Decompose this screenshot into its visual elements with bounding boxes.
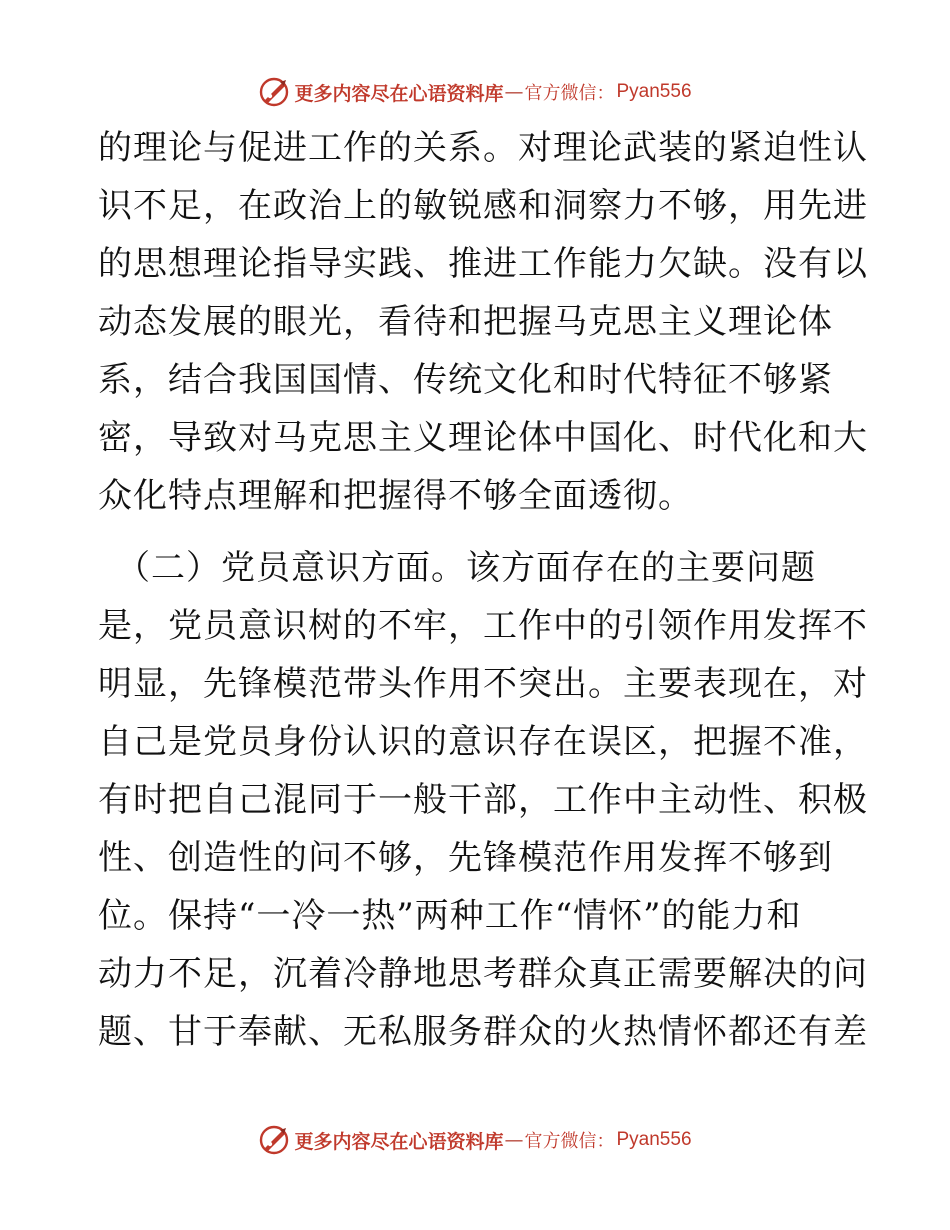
body-line: 自己是党员身份认识的意识存在误区，把握不准， [98, 722, 868, 762]
body-line: 众化特点理解和把握得不够全面透彻。 [98, 476, 693, 516]
footer-site-text: 更多内容尽在心语资料库 [294, 1130, 504, 1153]
body-line: 性、创造性的问不够，先锋模范作用发挥不够到 [98, 838, 833, 878]
header-dash: — [504, 81, 524, 103]
body-line: 系，结合我国国情、传统文化和时代特征不够紧 [98, 360, 833, 400]
header-official-text: 官方微信： [524, 83, 615, 104]
body-line: 是，党员意识树的不牢，工作中的引领作用发挥不 [98, 606, 868, 646]
body-line: 动态发展的眼光，看待和把握马克思主义理论体 [98, 302, 833, 342]
body-line: 动力不足，沉着冷静地思考群众真正需要解决的问 [98, 954, 868, 994]
body-line: 的理论与促进工作的关系。对理论武装的紧迫性认 [98, 128, 868, 168]
body-line: 的思想理论指导实践、推进工作能力欠缺。没有以 [98, 244, 868, 284]
section-heading-line: （二）党员意识方面。该方面存在的主要问题 [116, 548, 816, 588]
footer-banner [0, 1120, 950, 1160]
body-line: 题、甘于奉献、无私服务群众的火热情怀都还有差 [98, 1012, 868, 1052]
body-line: 识不足，在政治上的敏锐感和洞察力不够，用先进 [98, 186, 868, 226]
body-line: 有时把自己混同于一般干部，工作中主动性、积极 [98, 780, 868, 820]
footer-wechat-id: Pyan556 [616, 1129, 692, 1150]
footer-official-text: 官方微信： [524, 1131, 615, 1152]
body-line: 位。保持“一冷一热”两种工作“情怀”的能力和 [98, 896, 802, 936]
header-site-text: 更多内容尽在心语资料库 [294, 82, 504, 105]
body-line: 明显，先锋模范带头作用不突出。主要表现在，对 [98, 664, 868, 704]
footer-dash: — [504, 1129, 524, 1151]
header-wechat-id: Pyan556 [616, 81, 692, 102]
body-line: 密，导致对马克思主义理论体中国化、时代化和大 [98, 418, 868, 458]
brand-logo-icon [258, 1124, 290, 1156]
